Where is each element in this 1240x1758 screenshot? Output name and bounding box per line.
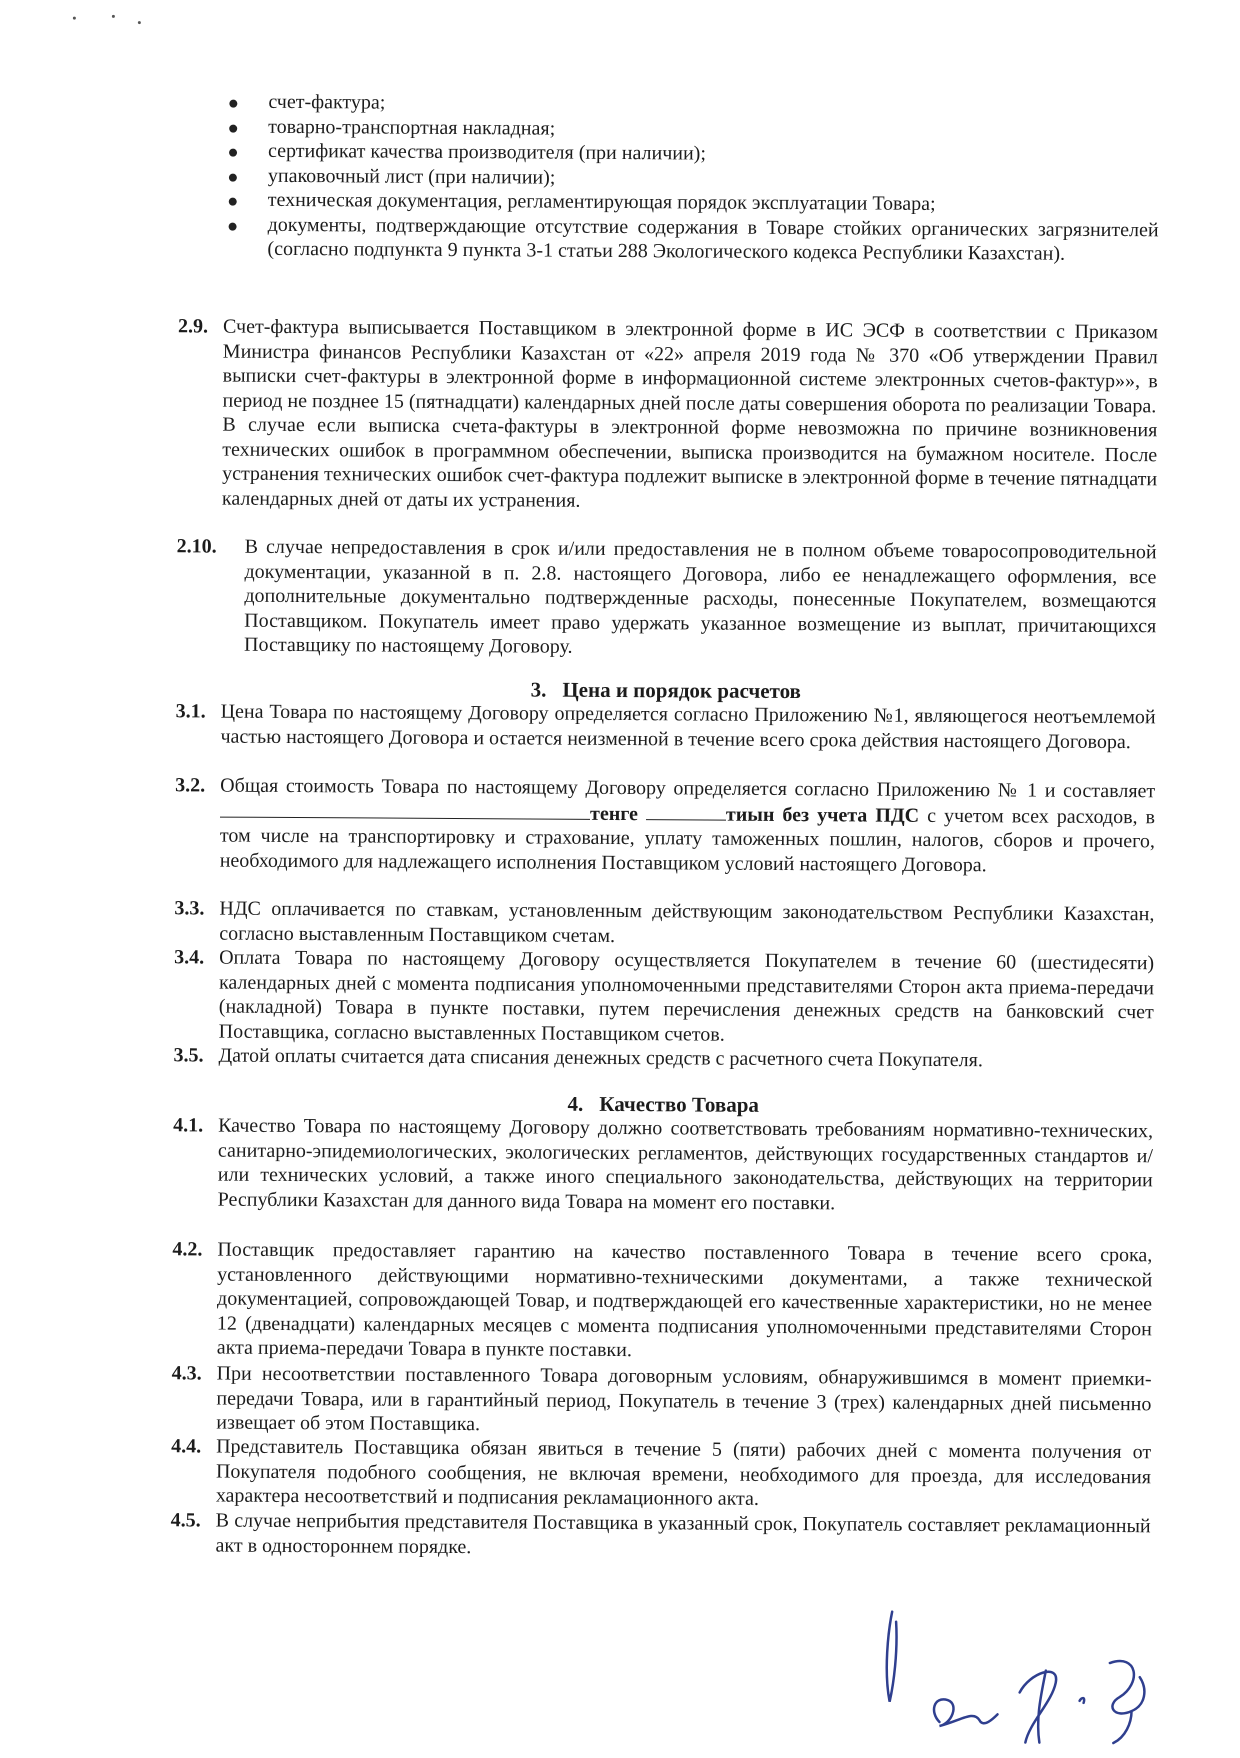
- bullet-icon: [229, 124, 237, 132]
- list-item: техническая документация, регламентирующая порядок эксплуатации Товара;: [229, 188, 1159, 218]
- clause-text: Представитель Поставщика обязан явиться в течение 5 (пяти) рабочих дней с момента получения от Покупателя подобного сообщения, не включая времени, необходимого для проезда, для исследования характера несоответствий и подписания рекламационного акта.: [215, 1435, 1152, 1510]
- section-number: 3.: [530, 677, 547, 702]
- section-title: Цена и порядок расчетов: [562, 677, 802, 704]
- clause-number: 3.1.: [175, 700, 206, 723]
- currency-tiyn-label: тиын без учета ПДС: [725, 803, 920, 827]
- clause-4-1: [173, 1113, 1154, 1217]
- bullet-icon: [229, 149, 237, 157]
- bullet-icon: [229, 198, 237, 206]
- clause-3-4: [174, 945, 1155, 1049]
- tiyn-blank-line: [646, 801, 726, 820]
- clause-number: 4.2.: [172, 1238, 203, 1261]
- clause-text: Общая стоимость Товара по настоящему Договору определяется согласно Приложению № 1 и составляет: [220, 774, 1156, 803]
- list-item: сертификат качества производителя (при наличии);: [229, 139, 1159, 169]
- clause-number: 4.4.: [171, 1435, 202, 1458]
- clause-text: НДС оплачивается по ставкам, установленным действующим законодательством Республики Казахстан, согласно выставленным Поставщиком счетам.: [219, 897, 1155, 947]
- clause-3-2: [175, 773, 1156, 878]
- clause-4-3: [171, 1361, 1151, 1440]
- section-title: Качество Товара: [599, 1091, 760, 1117]
- clause-text: В случае непредоставления в срок и/или предоставления не в полном объеме товаросопроводительной документации, указанной в п. 2.8. настоящего Договора, либо ее ненадлежащего оформления, все дополнительные документально подтвержденные расходы, понесенные Покупателем, возмещаются Поставщиком. Покупатель имеет право удержать указанное возмещение из выплат, причитающихся Поставщику по настоящему Договору.: [243, 535, 1157, 658]
- clause-number: 2.10.: [176, 535, 217, 558]
- clause-text: При несоответствии поставленного Товара договорным условиям, обнаружившимся в момент приемки-передачи Товара, или в гарантийный период, Покупатель в течение 3 (трех) календарных дней письменно извещает об этом Поставщика.: [216, 1362, 1152, 1436]
- clause-number: 3.3.: [174, 897, 205, 920]
- clause-3-5: [173, 1043, 1153, 1073]
- clause-text: В случае если выписка счета-фактуры в электронной форме невозможна по причине возникновения технических ошибок в программном обеспечении, выписка производится на бумажном носителе. После устранения технических ошибок счет-фактура подлежит выписке в электронной форме в течение пятнадцати календарных дней от даты их устранения.: [221, 413, 1158, 512]
- clause-number: 4.5.: [170, 1509, 201, 1532]
- clause-text: Качество Товара по настоящему Договору должно соответствовать требованиям нормативно-технических, санитарно-эпидемиологических, экологических регламентов, действующих государственных стандартов и/или технических условий, а также иного специального законодательства, действующих на территории Республики Казахстан для данного вида Товара на момент его поставки.: [217, 1114, 1154, 1214]
- documents-bullet-list: [228, 90, 1159, 267]
- clause-number: 4.1.: [173, 1114, 204, 1137]
- clause-number: 3.4.: [174, 946, 205, 969]
- list-item: счет-фактура;: [229, 90, 1159, 120]
- clause-4-5: [170, 1508, 1150, 1563]
- clause-text: Поставщик предоставляет гарантию на качество поставленного Товара в течение всего срока, установленного действующими нормативно-техническими документами, а также технической документацией, сопровождающей Товар, и подтверждающей его качественные характеристики, но не менее 12 (двенадцати) календарных месяцев с момента подписания уполномоченными представителями Сторон акта приема-передачи Товара в пункте поставки.: [216, 1238, 1153, 1362]
- handwritten-signature: [869, 1592, 1170, 1754]
- clause-3-1: [175, 699, 1155, 754]
- clause-text: Датой оплаты считается дата списания денежных средств с расчетного счета Покупателя.: [218, 1044, 983, 1072]
- list-item: товарно-транспортная накладная;: [229, 114, 1159, 144]
- clause-4-4: [171, 1434, 1151, 1513]
- bullet-icon: [229, 100, 237, 108]
- currency-tenge-label: тенге: [589, 802, 639, 825]
- clause-number: 2.9.: [177, 315, 209, 338]
- scan-specks: [0, 0, 1240, 4]
- clause-number: 3.2.: [175, 774, 206, 797]
- clause-text: Счет-фактура выписывается Поставщиком в электронной форме в ИС ЭСФ в соответствии с Приказом Министра финансов Республики Казахстан от «22» апреля 2019 года № 370 «Об утверждении Правил выписки счет-фактуры в электронной форме в информационной системе электронных счетов-фактур»», в период не позднее 15 (пятнадцати) календарных дней после даты совершения оборота по реализации Товара.: [222, 315, 1159, 417]
- clause-2-10: [176, 534, 1157, 662]
- clause-text: В случае неприбытия представителя Поставщика в указанный срок, Покупатель составляет рекламационный акт в одностороннем порядке.: [215, 1509, 1151, 1558]
- bullet-icon: [229, 173, 237, 181]
- section-number: 4.: [567, 1091, 584, 1116]
- clause-text: Оплата Товара по настоящему Договору осуществляется Покупателем в течение 60 (шестидесяти) календарных дней с момента подписания уполномоченными представителями Сторон акта приема-передачи (накладной) Товара в пункте поставки, путем перечисления денежных средств на банковский счет Поставщика, согласно выставленных Поставщиком счетов.: [218, 946, 1155, 1046]
- bullet-icon: [229, 222, 237, 230]
- clause-number: 3.5.: [173, 1044, 204, 1067]
- clause-4-2: [172, 1237, 1153, 1365]
- clause-text: Цена Товара по настоящему Договору определяется согласно Приложению №1, являющегося неотъемлемой частью настоящего Договора и остается неизменной в течение всего срока действия настоящего Договора.: [220, 700, 1156, 753]
- clause-2-9: [177, 314, 1158, 516]
- list-item: документы, подтверждающие отсутствие содержания в Товаре стойких органических загрязнителей (согласно подпункта 9 пункта 3-1 статьи 288 Экологического кодекса Республики Казахстан).: [228, 212, 1158, 267]
- list-item: упаковочный лист (при наличии);: [229, 163, 1159, 193]
- amount-blank-line: [220, 798, 590, 819]
- clause-3-3: [174, 896, 1154, 951]
- clause-text: с учетом всех расходов, в том числе на транспортировку и страхование, уплату таможенных пошлин, налогов, сборов и прочего, необходимого для надлежащего исполнения Поставщиком условий настоящего Договора.: [219, 804, 1156, 876]
- clause-number: 4.3.: [171, 1362, 202, 1385]
